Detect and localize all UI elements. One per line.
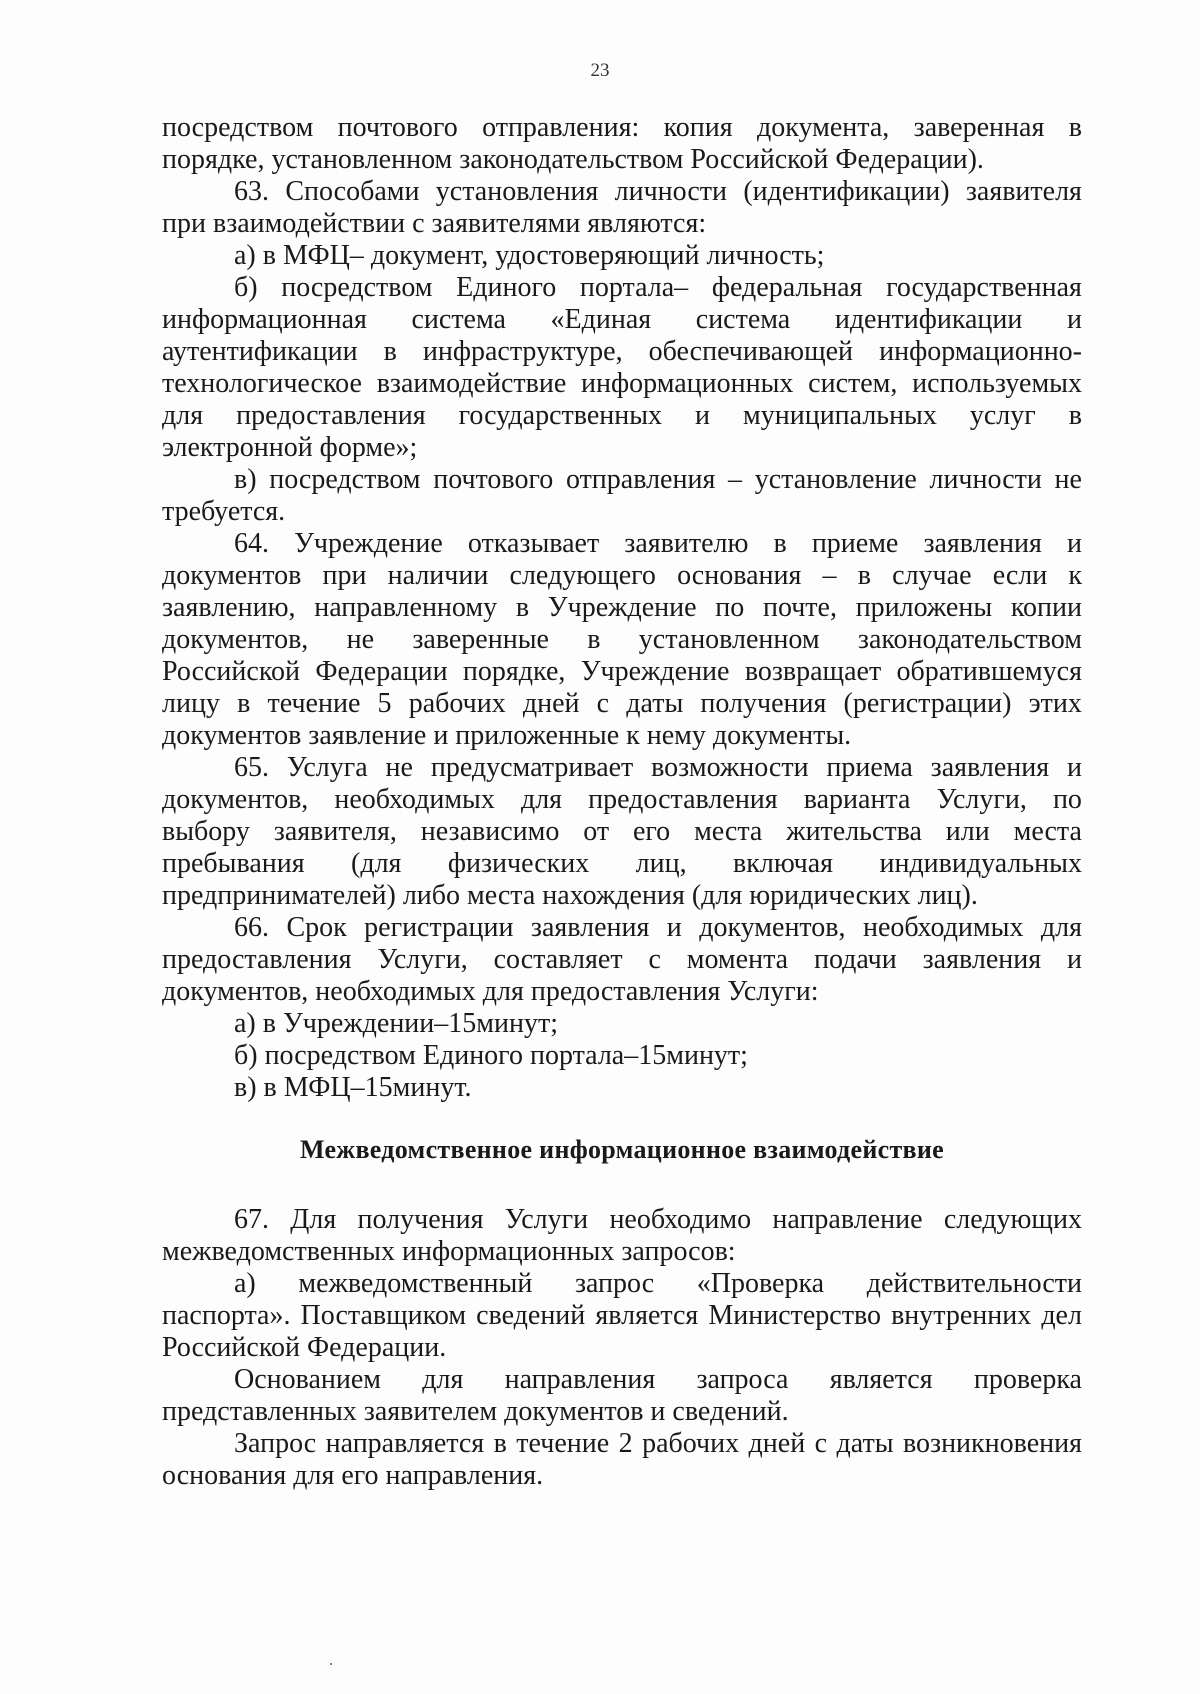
word: для bbox=[162, 400, 204, 431]
word: или bbox=[945, 816, 990, 847]
text-line bbox=[162, 944, 1082, 976]
word: услуг bbox=[969, 400, 1036, 431]
word: приеме bbox=[811, 528, 899, 559]
word: заявления bbox=[922, 944, 1042, 975]
word: и bbox=[666, 912, 682, 943]
word: является bbox=[829, 1364, 933, 1395]
word: государственных bbox=[458, 400, 663, 431]
word: при bbox=[322, 560, 367, 591]
word: направленному bbox=[314, 592, 498, 623]
word: порядке, bbox=[462, 656, 566, 687]
word: почтового bbox=[433, 464, 554, 495]
word: не bbox=[346, 624, 375, 655]
word: Федерации bbox=[315, 656, 448, 687]
word: возникновения bbox=[902, 1428, 1082, 1459]
word: почтового bbox=[337, 112, 458, 143]
word: – bbox=[728, 464, 743, 495]
word: не bbox=[385, 752, 413, 783]
word: система bbox=[411, 304, 506, 335]
word: б) bbox=[234, 272, 258, 303]
word: предоставления bbox=[236, 400, 426, 431]
word: установления bbox=[435, 176, 599, 207]
word: заявления bbox=[930, 752, 1050, 783]
word: 66. bbox=[234, 912, 269, 943]
word: заявителя bbox=[965, 176, 1082, 207]
text-line: предпринимателей) либо места нахождения (для юридических лиц). bbox=[162, 880, 978, 911]
word: запроса bbox=[696, 1364, 789, 1395]
word: включая bbox=[733, 848, 834, 879]
word: заявления bbox=[923, 528, 1042, 559]
word: не bbox=[1054, 464, 1082, 495]
word: заявлению, bbox=[162, 592, 296, 623]
word: является bbox=[595, 1300, 699, 1331]
word: даты bbox=[626, 688, 684, 719]
word: Запрос bbox=[234, 1428, 317, 1459]
text-line bbox=[162, 624, 1082, 656]
word: Единого bbox=[456, 272, 557, 303]
word: места bbox=[694, 816, 763, 847]
text-line bbox=[162, 272, 1082, 304]
word: для bbox=[1040, 912, 1082, 943]
word: 5 bbox=[377, 688, 392, 719]
word: необходимых bbox=[862, 912, 1024, 943]
text-line: документов заявление и приложенные к нему документы. bbox=[162, 720, 852, 751]
word: с bbox=[648, 944, 661, 975]
word: по bbox=[715, 592, 745, 623]
text-line bbox=[162, 400, 1082, 432]
word: Российской bbox=[162, 656, 300, 687]
word: информационная bbox=[162, 304, 367, 335]
text-line bbox=[162, 784, 1082, 816]
text-line bbox=[162, 1428, 1082, 1460]
word: в bbox=[383, 336, 397, 367]
word: рабочих bbox=[642, 1428, 740, 1459]
word: течение bbox=[516, 1428, 610, 1459]
paragraphs-before-heading bbox=[162, 112, 1082, 1104]
word: даты bbox=[836, 1428, 894, 1459]
word: предоставления bbox=[588, 784, 778, 815]
word: лицу bbox=[162, 688, 220, 719]
word: Услуги, bbox=[936, 784, 1027, 815]
text-line bbox=[162, 176, 1082, 208]
text-line bbox=[162, 912, 1082, 944]
word: момента bbox=[686, 944, 789, 975]
word: паспорта». bbox=[162, 1300, 291, 1331]
word: выбору bbox=[162, 816, 250, 847]
word: с bbox=[596, 688, 610, 719]
word: муниципальных bbox=[743, 400, 937, 431]
word: заявителя, bbox=[273, 816, 397, 847]
word: Поставщиком bbox=[300, 1300, 467, 1331]
word: 63. bbox=[234, 176, 269, 207]
word: возможности bbox=[651, 752, 809, 783]
word: и bbox=[1067, 752, 1082, 783]
word: в bbox=[1068, 112, 1082, 143]
document-body bbox=[162, 112, 1082, 1492]
word: Учреждение bbox=[547, 592, 697, 623]
word: в bbox=[493, 1428, 507, 1459]
word: портала– bbox=[579, 272, 689, 303]
word: и bbox=[1066, 304, 1082, 335]
word: заверенная bbox=[913, 112, 1045, 143]
word: аутентификации bbox=[162, 336, 358, 367]
word: обеспечивающей bbox=[648, 336, 854, 367]
word: для bbox=[520, 784, 563, 815]
word: предоставления bbox=[162, 944, 352, 975]
word: физических bbox=[447, 848, 590, 879]
word: документа, bbox=[757, 112, 890, 143]
word: 64. bbox=[234, 528, 269, 559]
word: следующих bbox=[943, 1204, 1082, 1235]
text-line bbox=[162, 528, 1082, 560]
text-line bbox=[162, 1204, 1082, 1236]
word: (для bbox=[351, 848, 402, 879]
text-line bbox=[162, 592, 1082, 624]
word: и bbox=[695, 400, 711, 431]
word: Учреждение bbox=[580, 656, 730, 687]
text-line bbox=[162, 1364, 1082, 1396]
word: заявления bbox=[530, 912, 650, 943]
word: документов, bbox=[699, 912, 846, 943]
text-line bbox=[162, 368, 1082, 400]
word: и bbox=[1066, 528, 1082, 559]
word: предусматривает bbox=[430, 752, 634, 783]
word: копия bbox=[663, 112, 733, 143]
word: используемых bbox=[912, 368, 1082, 399]
word: подачи bbox=[813, 944, 897, 975]
word: посредством bbox=[281, 272, 433, 303]
word: необходимо bbox=[609, 1204, 752, 1235]
word: в) bbox=[234, 464, 257, 495]
word: информационных bbox=[581, 368, 794, 399]
text-line bbox=[162, 816, 1082, 848]
text-line bbox=[162, 1300, 1082, 1332]
word: если bbox=[992, 560, 1048, 591]
text-line bbox=[162, 336, 1082, 368]
word: – bbox=[822, 560, 837, 591]
word: федеральная bbox=[711, 272, 863, 303]
word: сведений bbox=[476, 1300, 586, 1331]
word: 67. bbox=[234, 1204, 269, 1235]
word: Услуга bbox=[286, 752, 368, 783]
word: система bbox=[695, 304, 791, 335]
text-line: порядке, установленном законодательством Российской Федерации). bbox=[162, 144, 984, 175]
word: установление bbox=[754, 464, 917, 495]
text-line bbox=[162, 304, 1082, 336]
section-heading: Межведомственное информационное взаимодействие bbox=[299, 1135, 945, 1164]
word: в bbox=[237, 688, 251, 719]
scan-speck bbox=[330, 1663, 332, 1665]
text-line bbox=[162, 464, 1082, 496]
text-line: Российской Федерации. bbox=[162, 1332, 447, 1363]
word: документов bbox=[162, 560, 302, 591]
word: следующего bbox=[509, 560, 656, 591]
text-line: в) в МФЦ–15минут. bbox=[234, 1072, 472, 1103]
word: рабочих bbox=[408, 688, 506, 719]
word: личности bbox=[614, 176, 728, 207]
word: для bbox=[422, 1364, 464, 1395]
word: получения bbox=[700, 688, 827, 719]
text-line: а) в Учреждении–15минут; bbox=[234, 1008, 558, 1039]
word: Услуги, bbox=[377, 944, 468, 975]
word: законодательством bbox=[857, 624, 1082, 655]
word: Основанием bbox=[234, 1364, 382, 1395]
word: возвращает bbox=[744, 656, 882, 687]
word: (идентификации) bbox=[743, 176, 950, 207]
text-line bbox=[162, 560, 1082, 592]
word: дней bbox=[522, 688, 580, 719]
word: посредством bbox=[269, 464, 421, 495]
text-line: требуется. bbox=[162, 496, 286, 527]
text-line bbox=[162, 656, 1082, 688]
word: Учреждение bbox=[294, 528, 443, 559]
word: государственная bbox=[886, 272, 1082, 303]
word: проверка bbox=[973, 1364, 1082, 1395]
word: отказывает bbox=[467, 528, 600, 559]
word: наличии bbox=[387, 560, 489, 591]
word: инфраструктуре, bbox=[422, 336, 623, 367]
text-line: электронной форме»; bbox=[162, 432, 418, 463]
word: почте, bbox=[762, 592, 837, 623]
word: посредством bbox=[162, 112, 314, 143]
text-line bbox=[162, 112, 1082, 144]
word: взаимодействие bbox=[376, 368, 567, 399]
text-line bbox=[162, 848, 1082, 880]
word: направляется bbox=[325, 1428, 485, 1459]
text-line bbox=[162, 688, 1082, 720]
word: приема bbox=[826, 752, 913, 783]
word: а) bbox=[234, 1268, 256, 1299]
word: индивидуальных bbox=[879, 848, 1082, 879]
word: получения bbox=[357, 1204, 484, 1235]
word: межведомственный bbox=[298, 1268, 533, 1299]
word: составляет bbox=[493, 944, 623, 975]
word: копии bbox=[1010, 592, 1082, 623]
word: пребывания bbox=[162, 848, 305, 879]
text-line bbox=[162, 1268, 1082, 1300]
word: варианта bbox=[803, 784, 911, 815]
word: основания bbox=[677, 560, 802, 591]
text-line: документов, необходимых для предоставления Услуги: bbox=[162, 976, 819, 1007]
text-line: представленных заявителем документов и сведений. bbox=[162, 1396, 789, 1427]
text-line: межведомственных информационных запросов: bbox=[162, 1236, 736, 1267]
word: к bbox=[1068, 560, 1082, 591]
word: документов, bbox=[162, 784, 309, 815]
word: места bbox=[1013, 816, 1082, 847]
word: технологическое bbox=[162, 368, 362, 399]
text-line: при взаимодействии с заявителями являются: bbox=[162, 208, 707, 239]
word: обратившемуся bbox=[896, 656, 1082, 687]
paragraphs-after-heading bbox=[162, 1204, 1082, 1492]
word: (регистрации) bbox=[843, 688, 1012, 719]
word: приложены bbox=[855, 592, 993, 623]
word: 2 bbox=[618, 1428, 633, 1459]
text-line bbox=[162, 752, 1082, 784]
word: и bbox=[1066, 944, 1082, 975]
word: действительности bbox=[866, 1268, 1082, 1299]
word: течение bbox=[267, 688, 361, 719]
word: в bbox=[773, 528, 787, 559]
word: отправления bbox=[565, 464, 716, 495]
word: идентификации bbox=[834, 304, 1023, 335]
word: в bbox=[1068, 400, 1082, 431]
word: отправления: bbox=[482, 112, 640, 143]
word: в bbox=[587, 624, 601, 655]
page-number: 23 bbox=[590, 60, 610, 81]
word: заверенные bbox=[412, 624, 549, 655]
word: заявителю bbox=[624, 528, 749, 559]
word: личности bbox=[929, 464, 1042, 495]
word: установленном bbox=[638, 624, 820, 655]
word: информационно- bbox=[879, 336, 1082, 367]
word: с bbox=[814, 1428, 828, 1459]
word: Для bbox=[290, 1204, 337, 1235]
word: случае bbox=[892, 560, 972, 591]
word: Услуги bbox=[504, 1204, 589, 1235]
word: независимо bbox=[420, 816, 560, 847]
word: запрос bbox=[574, 1268, 655, 1299]
word: «Проверка bbox=[696, 1268, 825, 1299]
word: документов, bbox=[162, 624, 309, 655]
word: жительства bbox=[786, 816, 922, 847]
text-line: а) в МФЦ– документ, удостоверяющий личность; bbox=[234, 240, 825, 271]
word: его bbox=[632, 816, 671, 847]
text-line: основания для его направления. bbox=[162, 1460, 544, 1491]
word: этих bbox=[1028, 688, 1082, 719]
word: необходимых bbox=[334, 784, 495, 815]
word: систем, bbox=[808, 368, 898, 399]
word: дел bbox=[1041, 1300, 1082, 1331]
word: Способами bbox=[285, 176, 420, 207]
text-line: б) посредством Единого портала–15минут; bbox=[234, 1040, 748, 1071]
word: от bbox=[583, 816, 610, 847]
word: Срок bbox=[286, 912, 347, 943]
word: лиц, bbox=[635, 848, 687, 879]
word: в bbox=[857, 560, 871, 591]
word: направления bbox=[504, 1364, 656, 1395]
word: 65. bbox=[234, 752, 269, 783]
word: регистрации bbox=[364, 912, 514, 943]
word: дней bbox=[748, 1428, 806, 1459]
word: по bbox=[1052, 784, 1082, 815]
word: в bbox=[515, 592, 530, 623]
word: внутренних bbox=[891, 1300, 1032, 1331]
word: направление bbox=[772, 1204, 923, 1235]
word: «Единая bbox=[550, 304, 652, 335]
word: Министерство bbox=[708, 1300, 881, 1331]
